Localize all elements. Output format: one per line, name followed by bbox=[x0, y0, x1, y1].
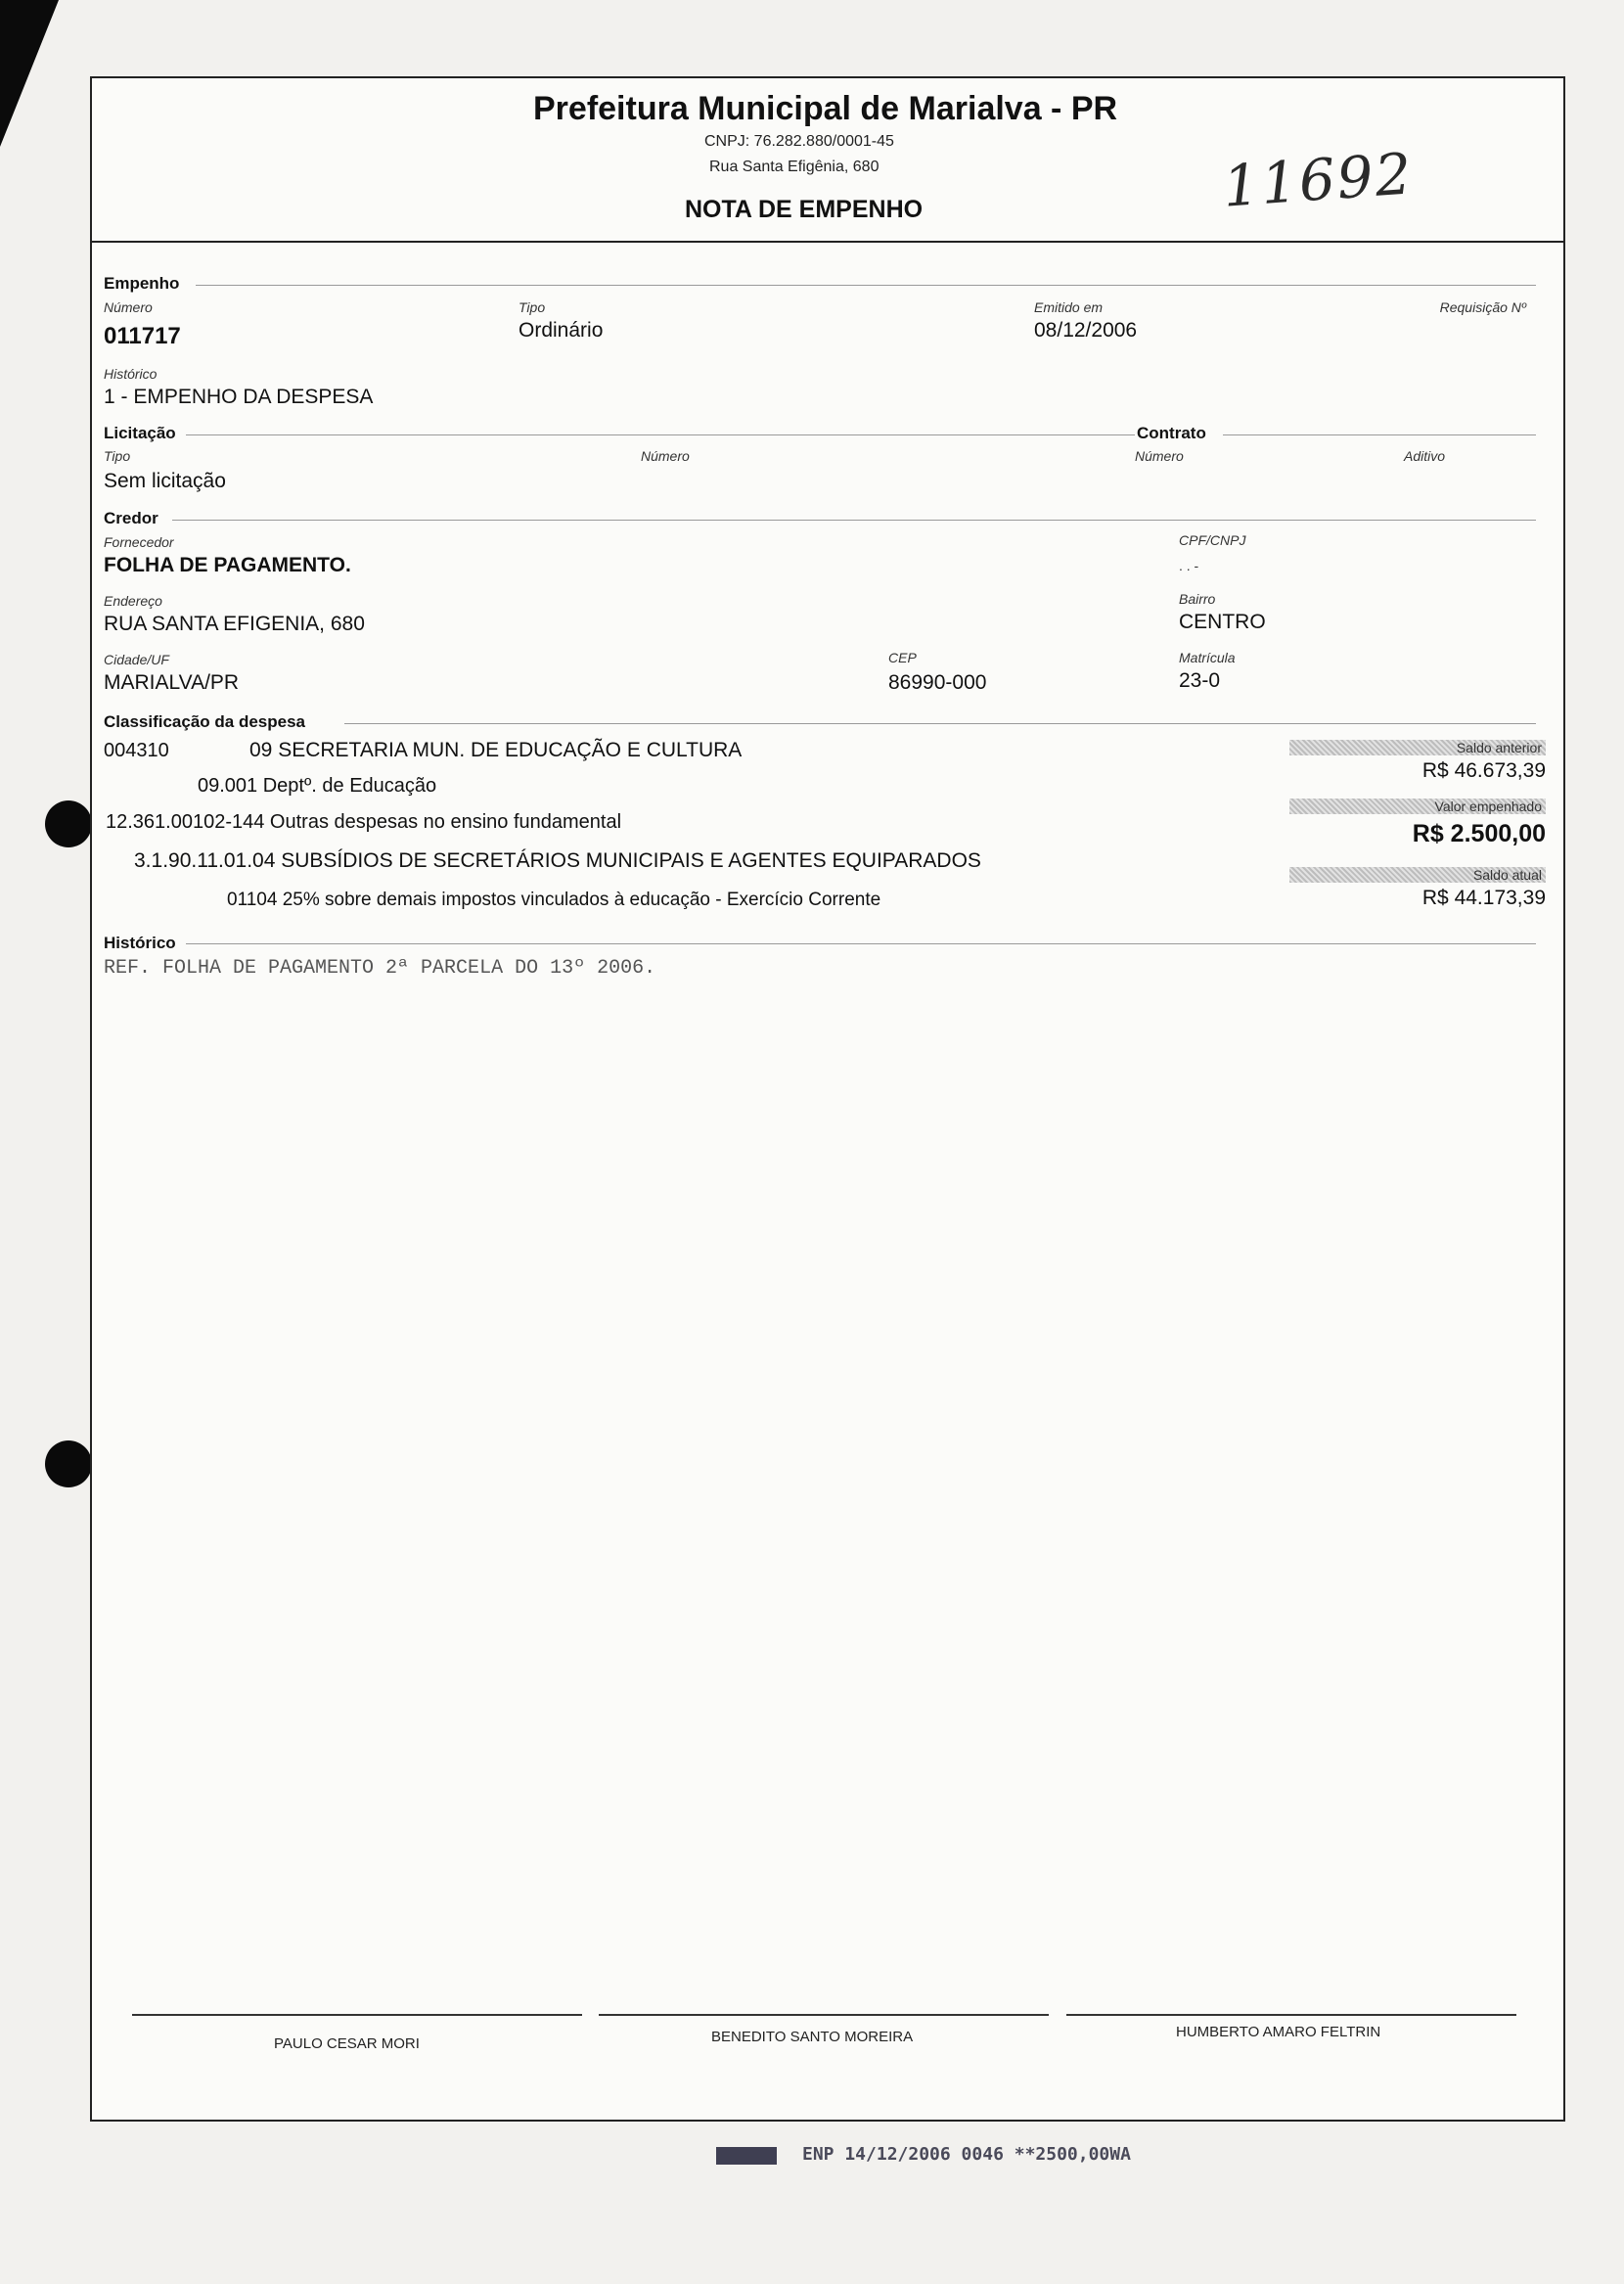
section-contrato: Contrato bbox=[1137, 424, 1206, 442]
label-licitacao-numero: Número bbox=[641, 448, 690, 464]
credor-cep: 86990-000 bbox=[888, 671, 987, 694]
credor-fornecedor: FOLHA DE PAGAMENTO. bbox=[104, 554, 351, 576]
handwritten-number: 11692 bbox=[1220, 140, 1416, 220]
label-saldo-anterior: Saldo anterior bbox=[1289, 740, 1546, 755]
label-emitido: Emitido em bbox=[1034, 299, 1104, 315]
licitacao-tipo: Sem licitação bbox=[104, 470, 226, 492]
section-historico: Histórico bbox=[104, 934, 176, 952]
label-tipo: Tipo bbox=[519, 299, 546, 315]
valor-empenhado: R$ 2.500,00 bbox=[1412, 820, 1546, 847]
label-fornecedor: Fornecedor bbox=[104, 534, 174, 550]
label-contrato-aditivo: Aditivo bbox=[1404, 448, 1446, 464]
label-licitacao-tipo: Tipo bbox=[104, 448, 131, 464]
signature-name-3: HUMBERTO AMARO FELTRIN bbox=[1176, 2024, 1381, 2040]
label-endereco: Endereço bbox=[104, 593, 162, 609]
label-saldo-atual: Saldo atual bbox=[1289, 867, 1546, 883]
label-cpf: CPF/CNPJ bbox=[1179, 532, 1246, 548]
label-matricula: Matrícula bbox=[1179, 650, 1236, 665]
empenho-numero: 011717 bbox=[104, 323, 181, 349]
empenho-emitido: 08/12/2006 bbox=[1034, 319, 1138, 342]
label-contrato-numero: Número bbox=[1135, 448, 1184, 464]
page-title: Prefeitura Municipal de Marialva - PR bbox=[533, 90, 1118, 127]
classificacao-recurso: 01104 25% sobre demais impostos vinculados à educação - Exercício Corrente bbox=[227, 890, 881, 910]
rule-empenho bbox=[196, 285, 1536, 286]
empenho-historico: 1 - EMPENHO DA DESPESA bbox=[104, 386, 374, 408]
document-frame bbox=[90, 76, 1565, 2122]
payment-stamp: ENP 14/12/2006 0046 **2500,00WA bbox=[802, 2144, 1131, 2165]
section-classificacao: Classificação da despesa bbox=[104, 712, 306, 731]
section-licitacao: Licitação bbox=[104, 424, 176, 442]
signature-line-3 bbox=[1066, 2014, 1516, 2016]
classificacao-orgao: 09 SECRETARIA MUN. DE EDUCAÇÃO E CULTURA bbox=[249, 739, 743, 761]
credor-matricula: 23-0 bbox=[1179, 669, 1221, 692]
credor-endereco: RUA SANTA EFIGENIA, 680 bbox=[104, 613, 365, 635]
label-requisicao: Requisição Nº bbox=[1439, 299, 1526, 315]
classificacao-funcional: 12.361.00102-144 Outras despesas no ensino fundamental bbox=[106, 811, 622, 833]
section-empenho: Empenho bbox=[104, 274, 180, 293]
rule-licitacao bbox=[186, 434, 1135, 435]
signature-name-2: BENEDITO SANTO MOREIRA bbox=[711, 2029, 914, 2045]
header-divider bbox=[90, 241, 1565, 243]
signature-line-2 bbox=[599, 2014, 1049, 2016]
credor-bairro: CENTRO bbox=[1179, 611, 1266, 633]
empenho-tipo: Ordinário bbox=[519, 319, 604, 342]
section-credor: Credor bbox=[104, 509, 158, 527]
signature-name-1: PAULO CESAR MORI bbox=[274, 2035, 420, 2052]
label-valor-empenhado: Valor empenhado bbox=[1289, 799, 1546, 814]
scan-shadow bbox=[0, 0, 59, 147]
label-cidade: Cidade/UF bbox=[104, 652, 169, 667]
label-numero: Número bbox=[104, 299, 153, 315]
cnpj: CNPJ: 76.282.880/0001-45 bbox=[704, 133, 894, 150]
punch-hole-bottom bbox=[45, 1440, 92, 1487]
doc-title: NOTA DE EMPENHO bbox=[685, 196, 924, 223]
credor-cpf: . . - bbox=[1179, 558, 1199, 573]
saldo-anterior: R$ 46.673,39 bbox=[1421, 759, 1546, 782]
signature-line-1 bbox=[132, 2014, 582, 2016]
classificacao-code: 004310 bbox=[104, 740, 169, 761]
rule-historico bbox=[186, 943, 1536, 944]
historico-text: REF. FOLHA DE PAGAMENTO 2ª PARCELA DO 13º 2006. bbox=[104, 957, 656, 980]
credor-cidade: MARIALVA/PR bbox=[104, 671, 240, 694]
label-bairro: Bairro bbox=[1179, 591, 1216, 607]
label-historico-empenho: Histórico bbox=[104, 366, 158, 382]
rule-classificacao bbox=[344, 723, 1536, 724]
rule-credor bbox=[172, 520, 1536, 521]
label-cep: CEP bbox=[888, 650, 917, 665]
address: Rua Santa Efigênia, 680 bbox=[709, 159, 880, 175]
punch-hole-top bbox=[45, 800, 92, 847]
saldo-atual: R$ 44.173,39 bbox=[1421, 887, 1546, 909]
classificacao-unidade: 09.001 Deptº. de Educação bbox=[198, 775, 437, 797]
stamp-logo bbox=[716, 2147, 777, 2165]
classificacao-elemento: 3.1.90.11.01.04 SUBSÍDIOS DE SECRETÁRIOS MUNICIPAIS E AGENTES EQUIPARADOS bbox=[134, 849, 981, 872]
rule-contrato bbox=[1223, 434, 1536, 435]
